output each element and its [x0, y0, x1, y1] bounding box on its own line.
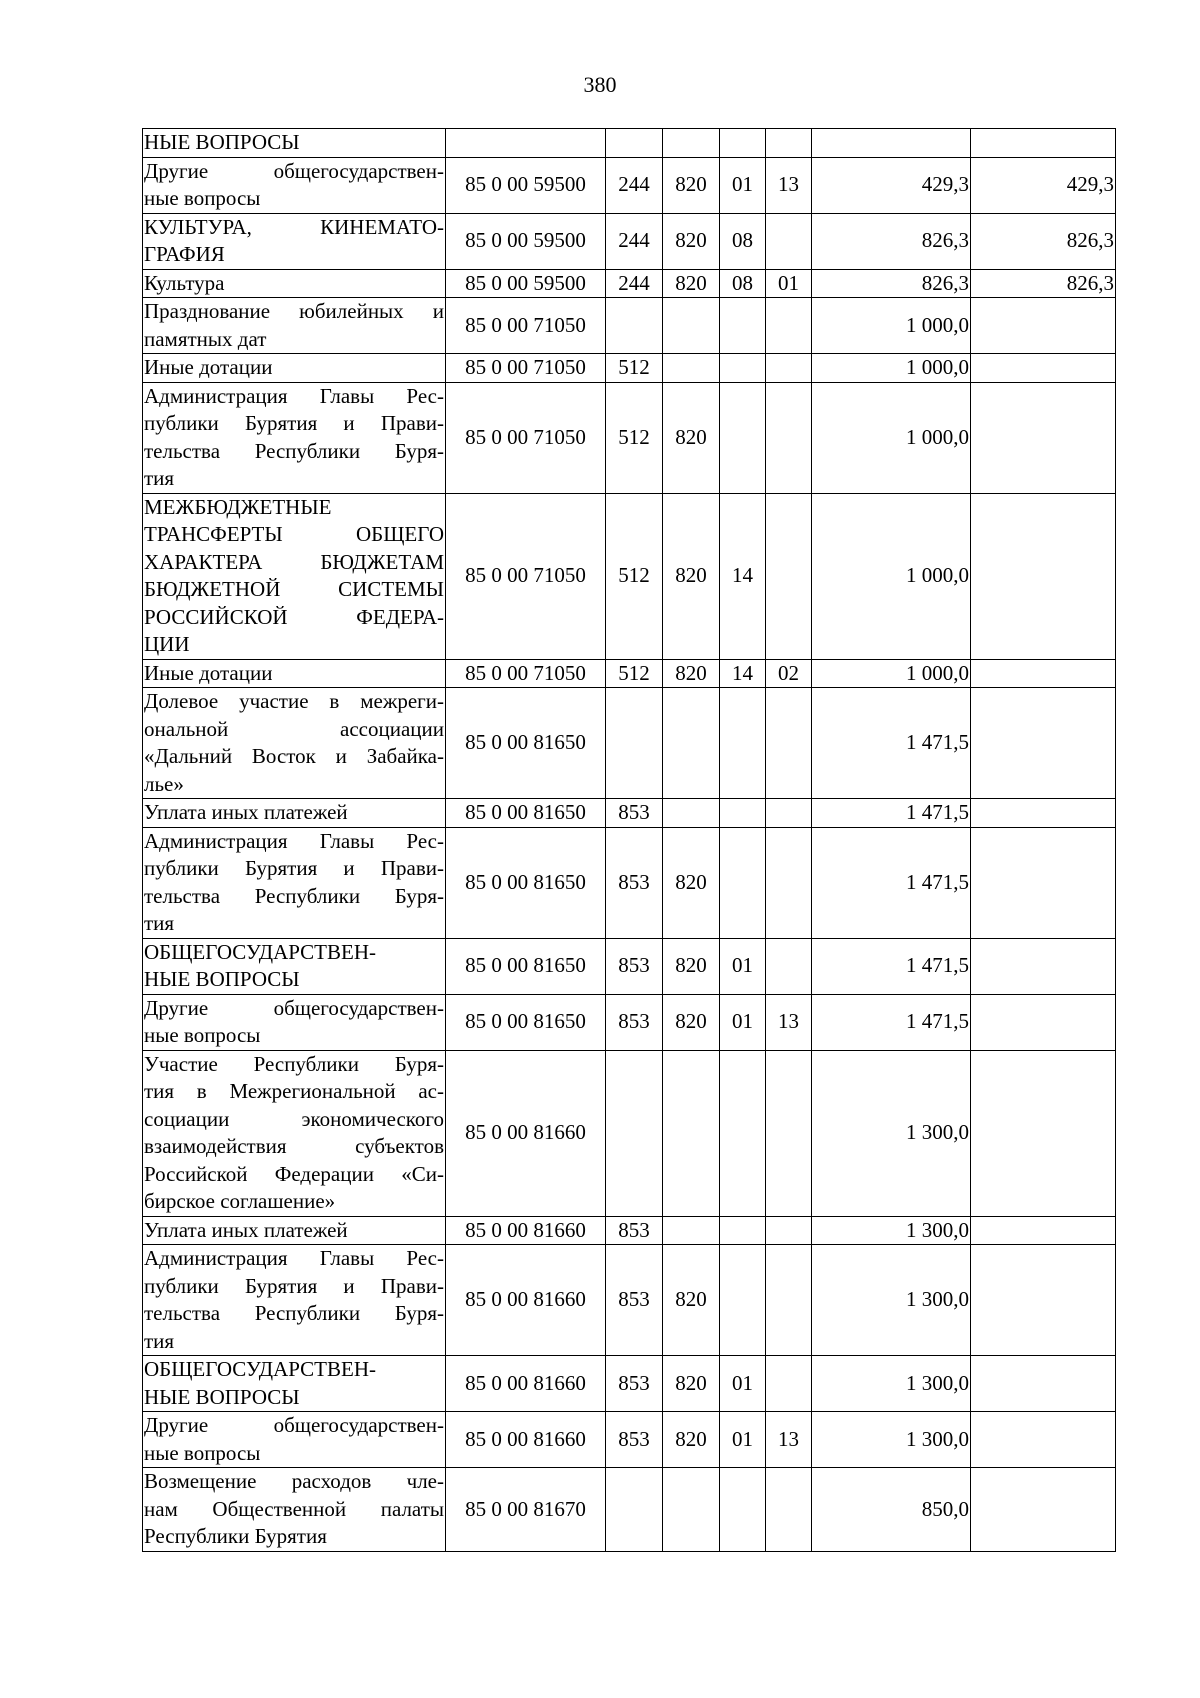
table-row [143, 799, 1116, 828]
target-article-cell: 85 0 00 81650 [446, 994, 606, 1050]
expense-type-cell [606, 1050, 663, 1216]
page-number: 380 [583, 72, 617, 97]
administrator-code-cell: 820 [663, 1412, 720, 1468]
item-name-line: Администрация Главы Рес- [144, 383, 444, 408]
amount-2-cell [971, 298, 1116, 354]
section-cell [720, 1216, 766, 1245]
target-article-cell: 85 0 00 81650 [446, 688, 606, 799]
target-article-cell: 85 0 00 71050 [446, 354, 606, 383]
item-name-line: ные вопросы [144, 1440, 261, 1465]
target-article-cell: 85 0 00 81650 [446, 827, 606, 938]
amount-2-cell [971, 1050, 1116, 1216]
amount-2-cell [971, 1468, 1116, 1552]
table-row [143, 1468, 1116, 1552]
target-article-cell: 85 0 00 59500 [446, 269, 606, 298]
item-name-line: КУЛЬТУРА, КИНЕМАТО- [144, 214, 444, 239]
amount-1-cell: 1 000,0 [812, 354, 971, 383]
section-cell [720, 1245, 766, 1356]
section-cell [720, 1050, 766, 1216]
table-row [143, 1412, 1116, 1468]
table-row [143, 1050, 1116, 1216]
table-row [143, 382, 1116, 493]
table-row [143, 129, 1116, 158]
subsection-cell [766, 688, 812, 799]
target-article-cell: 85 0 00 81660 [446, 1245, 606, 1356]
amount-2-cell [971, 827, 1116, 938]
administrator-code-cell [663, 688, 720, 799]
item-name-line: ные вопросы [144, 1023, 261, 1047]
expense-type-cell [606, 1468, 663, 1552]
target-article-cell: 85 0 00 71050 [446, 298, 606, 354]
administrator-code-cell: 820 [663, 213, 720, 269]
subsection-cell [766, 298, 812, 354]
item-name-cell [143, 269, 446, 298]
section-cell [720, 799, 766, 828]
section-cell: 14 [720, 659, 766, 688]
item-name-line: тия [144, 911, 175, 935]
target-article-cell: 85 0 00 71050 [446, 659, 606, 688]
expense-type-cell: 512 [606, 354, 663, 383]
item-name-line: Возмещение расходов чле- [144, 1469, 444, 1493]
target-article-cell: 85 0 00 81660 [446, 1356, 606, 1412]
section-cell: 01 [720, 1356, 766, 1412]
item-name-line: Уплата иных платежей [144, 800, 348, 824]
subsection-cell [766, 213, 812, 269]
table-row [143, 827, 1116, 938]
target-article-cell: 85 0 00 71050 [446, 493, 606, 659]
section-cell [720, 1468, 766, 1552]
item-name-cell [143, 1356, 446, 1412]
item-name-line: ОБЩЕГОСУДАРСТВЕН- [144, 1357, 377, 1381]
administrator-code-cell [663, 1050, 720, 1216]
item-name-line: бирское соглашение» [144, 1189, 336, 1213]
administrator-code-cell [663, 129, 720, 158]
administrator-code-cell: 820 [663, 827, 720, 938]
amount-2-cell [971, 688, 1116, 799]
amount-2-cell [971, 1245, 1116, 1356]
table-row [143, 938, 1116, 994]
expense-type-cell: 853 [606, 1412, 663, 1468]
item-name-line: Иные дотации [144, 660, 273, 685]
expense-type-cell [606, 688, 663, 799]
item-name-line: публики Бурятия и Прави- [144, 411, 444, 435]
administrator-code-cell: 820 [663, 157, 720, 213]
item-name-line: РОССИЙСКОЙ ФЕДЕРА- [144, 604, 444, 629]
section-cell: 01 [720, 157, 766, 213]
amount-2-cell [971, 129, 1116, 158]
table-row [143, 659, 1116, 688]
item-name-line: Празднование юбилейных и [144, 299, 444, 323]
item-name-line: ХАРАКТЕРА БЮДЖЕТАМ [144, 549, 444, 574]
target-article-cell: 85 0 00 59500 [446, 157, 606, 213]
administrator-code-cell: 820 [663, 493, 720, 659]
administrator-code-cell [663, 298, 720, 354]
expense-type-cell [606, 298, 663, 354]
administrator-code-cell: 820 [663, 269, 720, 298]
section-cell: 14 [720, 493, 766, 659]
amount-1-cell: 1 300,0 [812, 1050, 971, 1216]
amount-1-cell: 1 471,5 [812, 827, 971, 938]
target-article-cell: 85 0 00 81660 [446, 1216, 606, 1245]
section-cell: 01 [720, 994, 766, 1050]
table-row [143, 1245, 1116, 1356]
amount-1-cell: 429,3 [812, 157, 971, 213]
administrator-code-cell: 820 [663, 659, 720, 688]
item-name-cell [143, 1412, 446, 1468]
section-cell [720, 354, 766, 383]
item-name-cell [143, 129, 446, 158]
expense-type-cell: 853 [606, 994, 663, 1050]
amount-1-cell: 1 471,5 [812, 688, 971, 799]
item-name-line: памятных дат [144, 326, 267, 351]
expense-type-cell: 512 [606, 493, 663, 659]
item-name-line: тия [144, 466, 175, 490]
amount-2-cell [971, 799, 1116, 828]
amount-2-cell: 826,3 [971, 269, 1116, 298]
section-cell [720, 827, 766, 938]
amount-1-cell: 1 300,0 [812, 1245, 971, 1356]
item-name-line: Уплата иных платежей [144, 1217, 348, 1242]
expense-type-cell: 512 [606, 659, 663, 688]
item-name-line: ЦИИ [144, 632, 190, 656]
item-name-cell [143, 382, 446, 493]
section-cell: 08 [720, 269, 766, 298]
subsection-cell: 02 [766, 659, 812, 688]
amount-2-cell [971, 659, 1116, 688]
item-name-cell [143, 827, 446, 938]
subsection-cell [766, 1245, 812, 1356]
subsection-cell: 13 [766, 994, 812, 1050]
item-name-line: НЫЕ ВОПРОСЫ [144, 130, 300, 154]
item-name-line: публики Бурятия и Прави- [144, 856, 444, 880]
subsection-cell: 13 [766, 1412, 812, 1468]
subsection-cell [766, 1356, 812, 1412]
subsection-cell [766, 493, 812, 659]
item-name-cell [143, 1468, 446, 1552]
administrator-code-cell: 820 [663, 1356, 720, 1412]
item-name-line: тельства Республики Буря- [144, 438, 444, 463]
amount-2-cell [971, 1216, 1116, 1245]
item-name-cell [143, 938, 446, 994]
amount-1-cell: 1 300,0 [812, 1412, 971, 1468]
subsection-cell [766, 1468, 812, 1552]
section-cell: 01 [720, 1412, 766, 1468]
table-row [143, 354, 1116, 383]
expense-type-cell: 853 [606, 799, 663, 828]
table-row [143, 688, 1116, 799]
item-name-cell [143, 354, 446, 383]
administrator-code-cell [663, 1216, 720, 1245]
table-row [143, 213, 1116, 269]
item-name-cell [143, 1050, 446, 1216]
amount-1-cell [812, 129, 971, 158]
amount-2-cell [971, 354, 1116, 383]
administrator-code-cell [663, 354, 720, 383]
section-cell: 01 [720, 938, 766, 994]
section-cell [720, 688, 766, 799]
item-name-cell [143, 659, 446, 688]
item-name-cell [143, 298, 446, 354]
expense-type-cell: 853 [606, 1356, 663, 1412]
expense-type-cell: 853 [606, 1216, 663, 1245]
target-article-cell: 85 0 00 81650 [446, 938, 606, 994]
item-name-line: Культура [144, 270, 225, 295]
subsection-cell: 01 [766, 269, 812, 298]
item-name-line: социации экономического [144, 1106, 444, 1131]
amount-1-cell: 1 471,5 [812, 799, 971, 828]
target-article-cell [446, 129, 606, 158]
subsection-cell [766, 1216, 812, 1245]
table-row [143, 493, 1116, 659]
table-body [143, 129, 1116, 1552]
section-cell [720, 129, 766, 158]
amount-2-cell [971, 994, 1116, 1050]
item-name-line: Другие общегосударствен- [144, 995, 444, 1020]
administrator-code-cell: 820 [663, 994, 720, 1050]
item-name-line: ОБЩЕГОСУДАРСТВЕН- [144, 939, 377, 964]
administrator-code-cell [663, 1468, 720, 1552]
administrator-code-cell: 820 [663, 938, 720, 994]
subsection-cell [766, 827, 812, 938]
amount-1-cell: 1 471,5 [812, 938, 971, 994]
expense-type-cell: 853 [606, 1245, 663, 1356]
item-name-cell [143, 493, 446, 659]
item-name-line: ные вопросы [144, 186, 261, 210]
subsection-cell [766, 938, 812, 994]
target-article-cell: 85 0 00 81660 [446, 1412, 606, 1468]
table-row [143, 298, 1116, 354]
expense-type-cell: 244 [606, 213, 663, 269]
subsection-cell: 13 [766, 157, 812, 213]
subsection-cell [766, 799, 812, 828]
item-name-cell [143, 1245, 446, 1356]
item-name-line: ональной ассоциации [144, 716, 444, 741]
item-name-line: Администрация Главы Рес- [144, 1246, 444, 1270]
subsection-cell [766, 129, 812, 158]
item-name-line: ГРАФИЯ [144, 242, 225, 266]
expense-type-cell: 244 [606, 269, 663, 298]
amount-1-cell: 1 000,0 [812, 298, 971, 354]
item-name-line: Администрация Главы Рес- [144, 828, 444, 853]
table-row [143, 1216, 1116, 1245]
item-name-line: НЫЕ ВОПРОСЫ [144, 1384, 300, 1409]
item-name-cell [143, 688, 446, 799]
amount-2-cell [971, 1412, 1116, 1468]
amount-1-cell: 1 000,0 [812, 659, 971, 688]
item-name-line: НЫЕ ВОПРОСЫ [144, 967, 300, 991]
item-name-line: Иные дотации [144, 355, 273, 379]
expense-type-cell: 244 [606, 157, 663, 213]
section-cell [720, 298, 766, 354]
target-article-cell: 85 0 00 59500 [446, 213, 606, 269]
item-name-cell [143, 213, 446, 269]
target-article-cell: 85 0 00 81670 [446, 1468, 606, 1552]
item-name-line: взаимодействия субъектов [144, 1134, 444, 1158]
table-row [143, 157, 1116, 213]
item-name-line: публики Бурятия и Прави- [144, 1273, 444, 1298]
subsection-cell [766, 382, 812, 493]
item-name-cell [143, 157, 446, 213]
item-name-cell [143, 994, 446, 1050]
amount-2-cell [971, 938, 1116, 994]
section-cell [720, 382, 766, 493]
item-name-line: БЮДЖЕТНОЙ СИСТЕМЫ [144, 577, 444, 601]
item-name-line: Республики Бурятия [144, 1524, 327, 1548]
amount-1-cell: 826,3 [812, 213, 971, 269]
administrator-code-cell [663, 799, 720, 828]
table-row [143, 1356, 1116, 1412]
item-name-line: тельства Республики Буря- [144, 1301, 444, 1325]
item-name-line: Другие общегосударствен- [144, 1413, 444, 1437]
amount-2-cell: 429,3 [971, 157, 1116, 213]
item-name-line: Долевое участие в межреги- [144, 689, 444, 713]
amount-1-cell: 1 300,0 [812, 1216, 971, 1245]
expense-type-cell: 853 [606, 827, 663, 938]
amount-1-cell: 826,3 [812, 269, 971, 298]
item-name-line: «Дальний Восток и Забайка- [144, 744, 444, 768]
amount-1-cell: 1 000,0 [812, 382, 971, 493]
amount-2-cell: 826,3 [971, 213, 1116, 269]
item-name-line: ТРАНСФЕРТЫ ОБЩЕГО [144, 522, 444, 546]
expense-type-cell: 853 [606, 938, 663, 994]
item-name-cell [143, 799, 446, 828]
item-name-line: тельства Республики Буря- [144, 883, 444, 908]
item-name-cell [143, 1216, 446, 1245]
section-cell: 08 [720, 213, 766, 269]
amount-1-cell: 1 300,0 [812, 1356, 971, 1412]
item-name-line: Участие Республики Буря- [144, 1051, 444, 1076]
item-name-line: МЕЖБЮДЖЕТНЫЕ [144, 494, 332, 519]
target-article-cell: 85 0 00 81660 [446, 1050, 606, 1216]
administrator-code-cell: 820 [663, 1245, 720, 1356]
item-name-line: нам Общественной палаты [144, 1496, 444, 1521]
budget-table [142, 128, 1116, 1552]
item-name-line: тия в Межрегиональной ас- [144, 1079, 444, 1103]
table-row [143, 994, 1116, 1050]
item-name-line: тия [144, 1328, 175, 1353]
item-name-line: Российской Федерации «Си- [144, 1161, 444, 1186]
amount-1-cell: 1 471,5 [812, 994, 971, 1050]
amount-1-cell: 850,0 [812, 1468, 971, 1552]
item-name-line: лье» [144, 771, 184, 796]
subsection-cell [766, 354, 812, 383]
expense-type-cell [606, 129, 663, 158]
administrator-code-cell: 820 [663, 382, 720, 493]
target-article-cell: 85 0 00 71050 [446, 382, 606, 493]
amount-2-cell [971, 493, 1116, 659]
subsection-cell [766, 1050, 812, 1216]
target-article-cell: 85 0 00 81650 [446, 799, 606, 828]
amount-2-cell [971, 1356, 1116, 1412]
item-name-line: Другие общегосударствен- [144, 158, 444, 183]
table-row [143, 269, 1116, 298]
expense-type-cell: 512 [606, 382, 663, 493]
amount-2-cell [971, 382, 1116, 493]
amount-1-cell: 1 000,0 [812, 493, 971, 659]
